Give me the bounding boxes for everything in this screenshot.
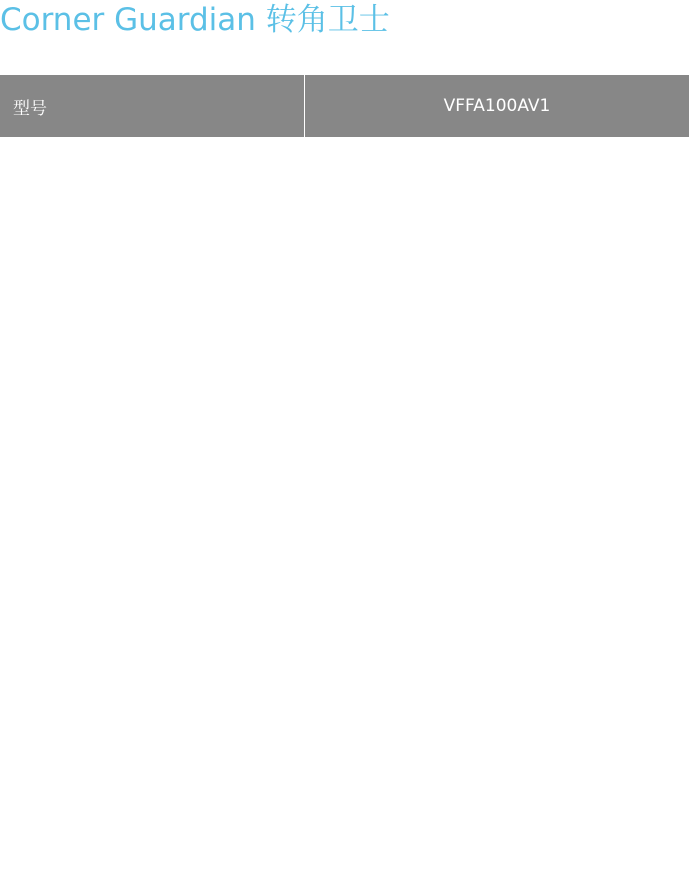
page-title: Corner Guardian 转角卫士: [0, 2, 390, 38]
model-value: VFFA100AV1: [443, 96, 551, 116]
spec-table: [0, 75, 689, 137]
model-label: 型号: [0, 75, 305, 137]
